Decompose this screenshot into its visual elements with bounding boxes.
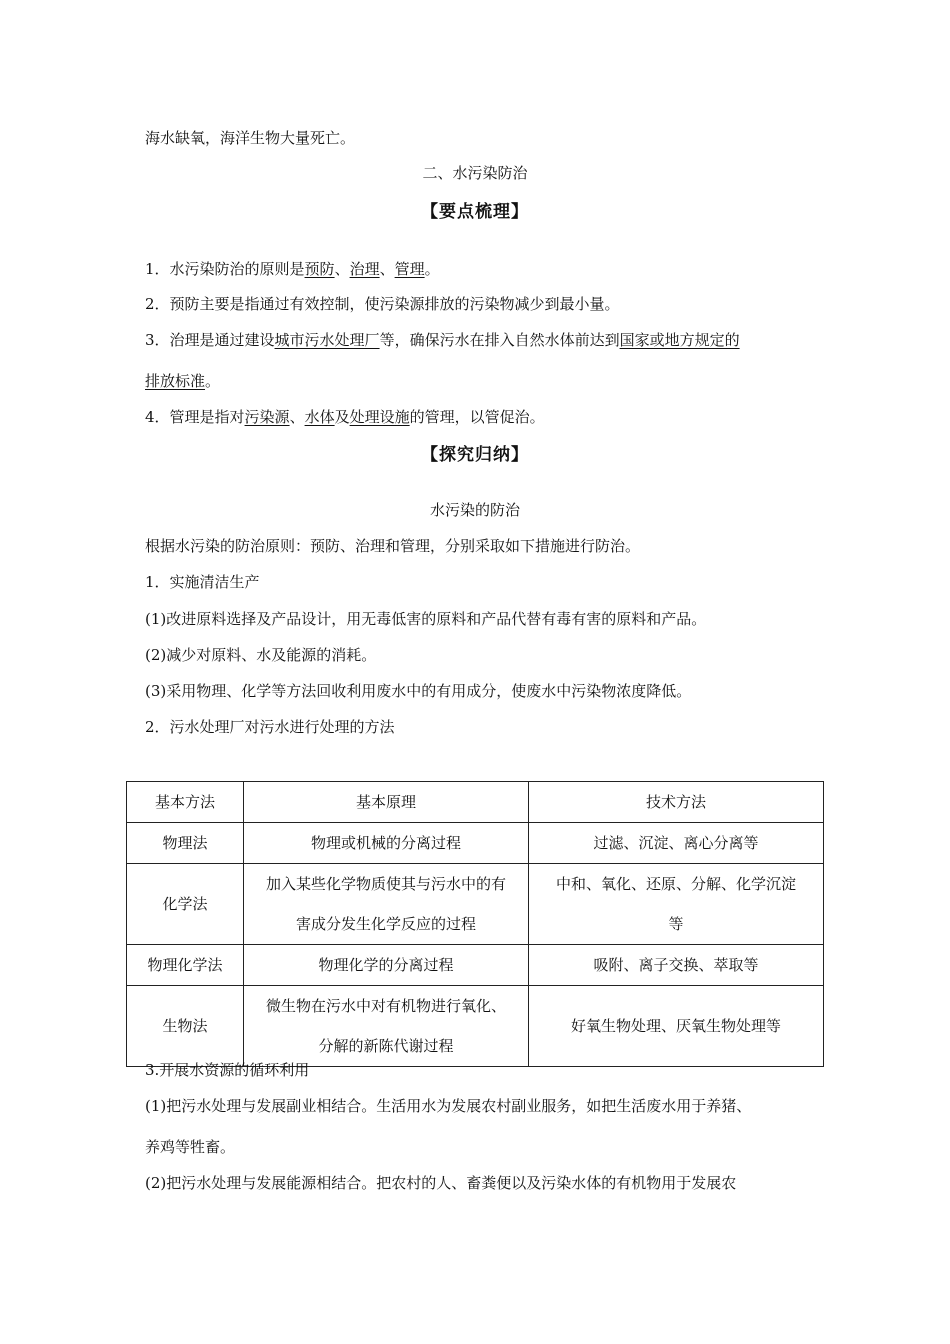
table-cell: 生物法 <box>127 986 244 1067</box>
table-header-cell: 技术方法 <box>529 782 824 823</box>
table-row <box>127 864 824 945</box>
inquiry-heading: 【探究归纳】 <box>421 445 529 465</box>
key-point-3: 3．治理是通过建设城市污水处理厂等，确保污水在排入自然水体前达到国家或地方规定的 <box>145 331 740 349</box>
table-cell: 好氧生物处理、厌氧生物处理等 <box>529 986 824 1067</box>
underline-treatment: 治理 <box>349 260 380 278</box>
item-3-a-line1: (1)把污水处理与发展副业相结合。生活用水为发展农村副业服务，如把生活废水用于养猪、 <box>145 1097 752 1115</box>
table-cell: 过滤、沉淀、离心分离等 <box>529 823 824 864</box>
table-cell: 化学法 <box>127 864 244 945</box>
table-cell: 加入某些化学物质使其与污水中的有 害成分发生化学反应的过程 <box>244 864 529 945</box>
intro-tail: 海水缺氧，海洋生物大量死亡。 <box>145 129 356 147</box>
key-point-3-cont: 排放标准。 <box>145 372 221 390</box>
table-row <box>127 945 824 986</box>
item-3-a-line2: 养鸡等牲畜。 <box>145 1138 236 1156</box>
table-cell: 吸附、离子交换、萃取等 <box>529 945 824 986</box>
item-2-title: 2．污水处理厂对污水进行处理的方法 <box>145 718 395 736</box>
key-point-1: 1．水污染防治的原则是预防、治理、管理。 <box>145 260 440 278</box>
table-cell: 物理化学法 <box>127 945 244 986</box>
table-row <box>127 986 824 1067</box>
table-cell: 物理或机械的分离过程 <box>244 823 529 864</box>
underline-prevention: 预防 <box>304 260 335 278</box>
underline-facilities: 处理设施 <box>349 408 410 426</box>
underline-pollution-source: 污染源 <box>244 408 290 426</box>
section-title: 二、水污染防治 <box>422 164 528 182</box>
inquiry-subtitle: 水污染的防治 <box>429 501 520 519</box>
table-header-cell: 基本方法 <box>127 782 244 823</box>
table-cell: 物理法 <box>127 823 244 864</box>
table-cell: 中和、氧化、还原、分解、化学沉淀 等 <box>529 864 824 945</box>
underline-management: 管理 <box>394 260 425 278</box>
underline-water-body: 水体 <box>304 408 335 426</box>
underline-standard-a: 国家或地方规定的 <box>619 331 740 349</box>
table-cell: 微生物在污水中对有机物进行氧化、 分解的新陈代谢过程 <box>244 986 529 1067</box>
table-header-row <box>127 782 824 823</box>
table-row <box>127 823 824 864</box>
key-point-4: 4．管理是指对污染源、水体及处理设施的管理，以管促治。 <box>145 408 545 426</box>
key-point-2: 2．预防主要是指通过有效控制，使污染源排放的污染物减少到最小量。 <box>145 295 620 313</box>
underline-standard-b: 排放标准 <box>145 372 206 390</box>
item-1-title: 1．实施清洁生产 <box>145 573 260 591</box>
item-3-b: (2)把污水处理与发展能源相结合。把农村的人、畜粪便以及污染水体的有机物用于发展农 <box>145 1174 737 1192</box>
underline-sewage-plant: 城市污水处理厂 <box>274 331 380 349</box>
treatment-methods-table <box>126 781 824 1067</box>
item-1-b: (2)减少对原料、水及能源的消耗。 <box>145 646 377 664</box>
key-points-heading: 【要点梳理】 <box>421 202 529 222</box>
item-1-a: (1)改进原料选择及产品设计，用无毒低害的原料和产品代替有毒有害的原料和产品。 <box>145 610 707 628</box>
inquiry-intro: 根据水污染的防治原则：预防、治理和管理，分别采取如下措施进行防治。 <box>145 537 641 555</box>
item-3-title: 3.开展水资源的循环利用 <box>145 1061 310 1079</box>
item-1-c: (3)采用物理、化学等方法回收利用废水中的有用成分，使废水中污染物浓度降低。 <box>145 682 692 700</box>
table-cell: 物理化学的分离过程 <box>244 945 529 986</box>
table-header-cell: 基本原理 <box>244 782 529 823</box>
